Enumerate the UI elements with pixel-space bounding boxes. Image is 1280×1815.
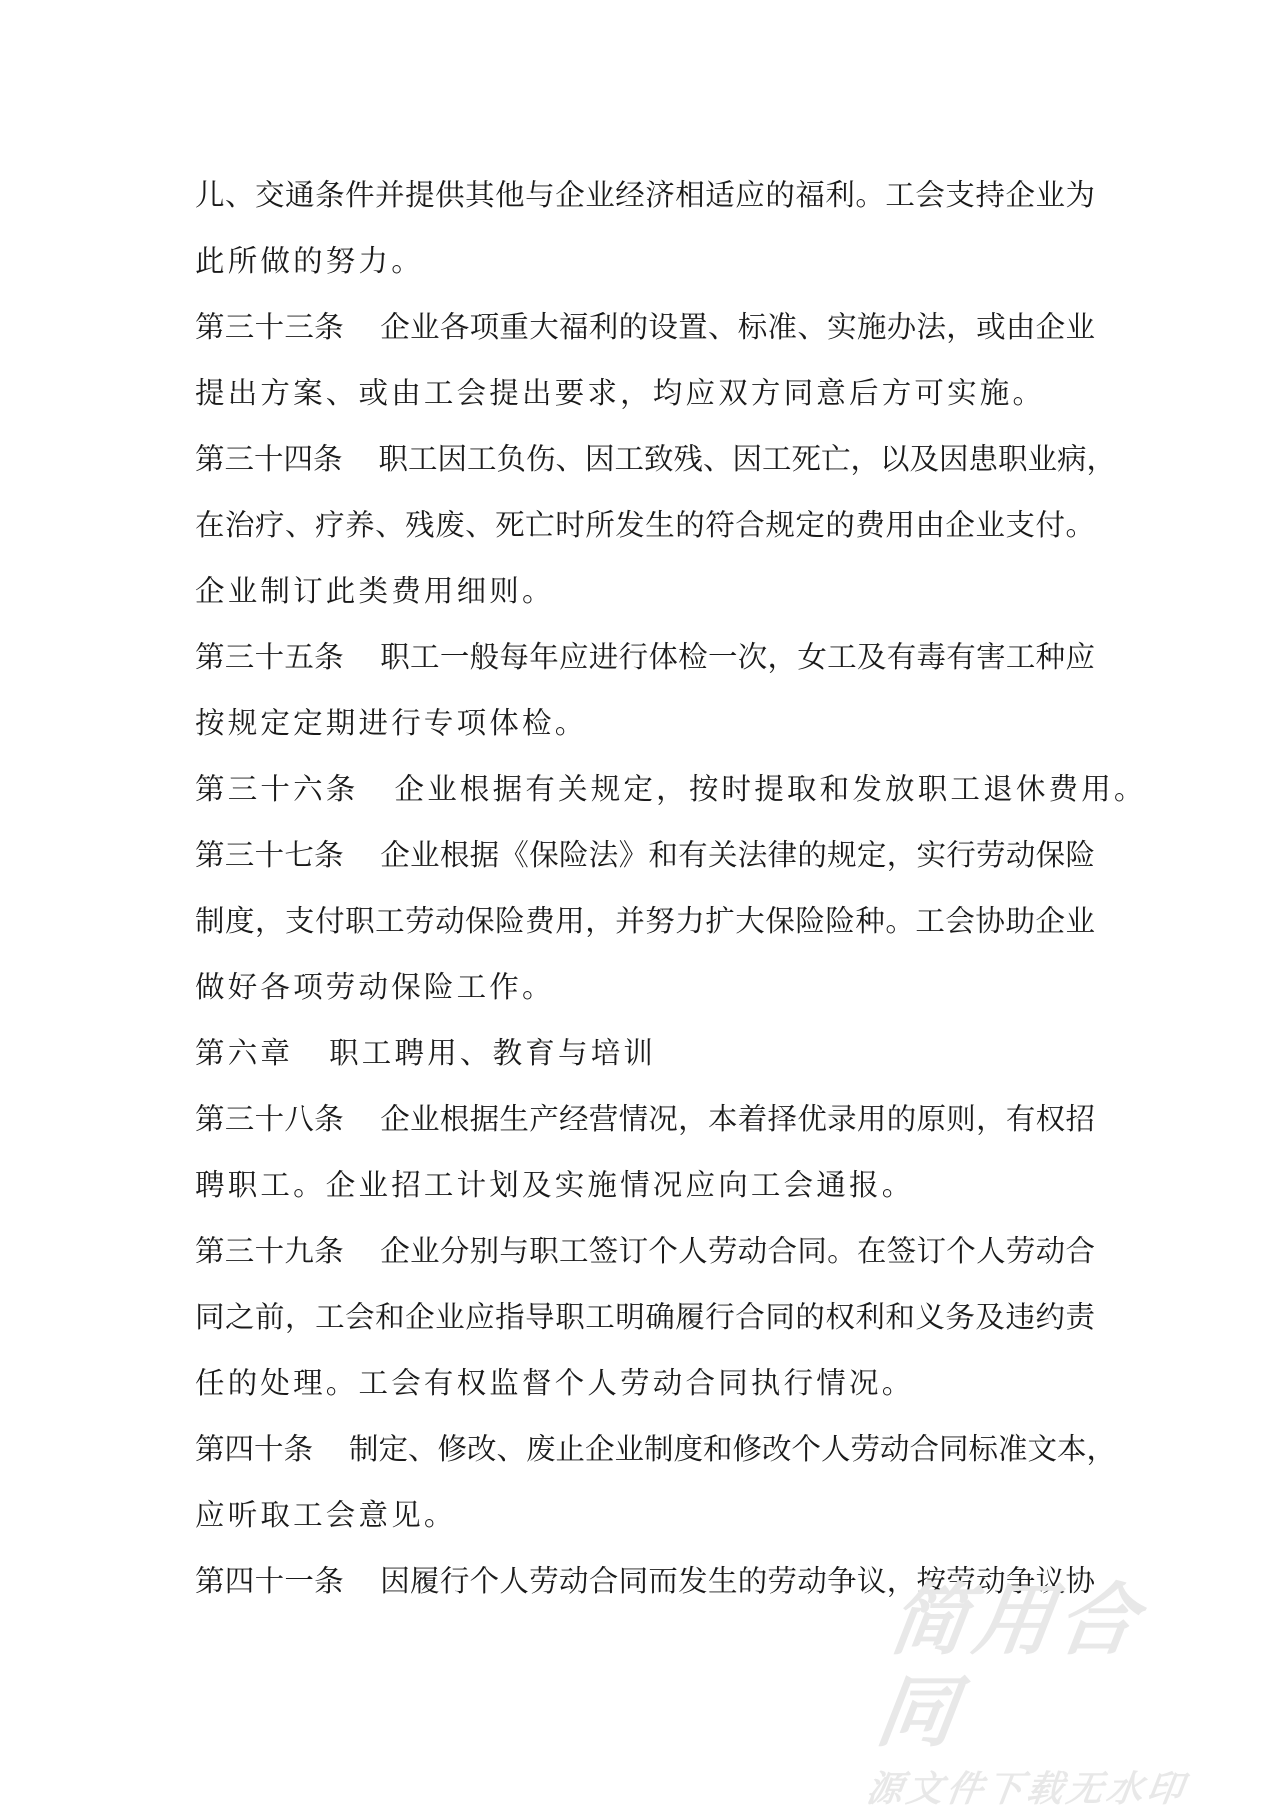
line-text: 聘职工。企业招工计划及实施情况应向工会通报。	[195, 1168, 915, 1202]
text-line	[195, 1152, 1095, 1218]
article-label: 第三十三条	[195, 310, 344, 344]
chapter-title: 职工聘用、教育与培训	[329, 1036, 657, 1070]
article-label: 第三十五条	[195, 640, 344, 674]
article-37	[195, 822, 1095, 888]
article-text: 企业各项重大福利的设置、标准、实施办法，或由企业	[379, 310, 1095, 344]
text-line	[195, 1482, 1095, 1548]
article-39	[195, 1218, 1095, 1284]
article-label: 第四十条	[195, 1432, 314, 1466]
document-body	[195, 162, 1147, 1614]
article-label: 第三十九条	[195, 1234, 344, 1268]
chapter-heading	[195, 1020, 1095, 1086]
article-35	[195, 624, 1095, 690]
line-text: 制度，支付职工劳动保险费用，并努力扩大保险险种。工会协助企业	[195, 904, 1095, 938]
line-text: 儿、交通条件并提供其他与企业经济相适应的福利。工会支持企业为	[195, 178, 1095, 212]
article-text: 企业分别与职工签订个人劳动合同。在签订个人劳动合	[379, 1234, 1095, 1268]
line-text: 做好各项劳动保险工作。	[195, 970, 555, 1004]
watermark-tagline: 源文件下载无水印	[863, 1769, 1190, 1810]
article-text: 企业根据《保险法》和有关法律的规定，实行劳动保险	[379, 838, 1095, 872]
article-33	[195, 294, 1095, 360]
article-text: 企业根据生产经营情况，本着择优录用的原则，有权招	[379, 1102, 1095, 1136]
article-36	[195, 756, 1147, 822]
article-label: 第三十七条	[195, 838, 344, 872]
article-38	[195, 1086, 1095, 1152]
article-label: 第三十八条	[195, 1102, 344, 1136]
article-34	[195, 426, 1117, 492]
line-text: 任的处理。工会有权监督个人劳动合同执行情况。	[195, 1366, 915, 1400]
text-line	[195, 888, 1095, 954]
text-line	[195, 162, 1095, 228]
line-text: 同之前，工会和企业应指导职工明确履行合同的权利和义务及违约责	[195, 1300, 1095, 1334]
article-text: 职工一般每年应进行体检一次，女工及有毒有害工种应	[379, 640, 1095, 674]
text-line	[195, 228, 1095, 294]
article-text: 制定、修改、废止企业制度和修改个人劳动合同标准文本，	[349, 1432, 1117, 1466]
watermark-brand: 简用合同	[871, 1576, 1149, 1758]
article-41	[195, 1548, 1095, 1614]
article-label: 第四十一条	[195, 1564, 344, 1598]
article-label: 第三十四条	[195, 442, 343, 476]
text-line	[195, 1284, 1095, 1350]
line-text: 企业制订此类费用细则。	[195, 574, 555, 608]
article-text: 职工因工负伤、因工致残、因工死亡，以及因患职业病，	[378, 442, 1117, 476]
line-text: 提出方案、或由工会提出要求，均应双方同意后方可实施。	[195, 376, 1046, 410]
line-text: 此所做的努力。	[195, 244, 424, 278]
article-label: 第三十六条	[195, 772, 359, 806]
article-40	[195, 1416, 1117, 1482]
line-text: 在治疗、疗养、残废、死亡时所发生的符合规定的费用由企业支付。	[195, 508, 1095, 542]
text-line	[195, 954, 1095, 1020]
text-line	[195, 360, 1095, 426]
article-text: 因履行个人劳动合同而发生的劳动争议，按劳动争议协	[379, 1564, 1095, 1598]
text-line	[195, 558, 1095, 624]
article-text: 企业根据有关规定，按时提取和发放职工退休费用。	[394, 772, 1147, 806]
text-line	[195, 1350, 1095, 1416]
text-line	[195, 690, 1095, 756]
text-line	[195, 492, 1095, 558]
line-text: 按规定定期进行专项体检。	[195, 706, 588, 740]
line-text: 应听取工会意见。	[195, 1498, 457, 1532]
chapter-label: 第六章	[195, 1036, 294, 1070]
